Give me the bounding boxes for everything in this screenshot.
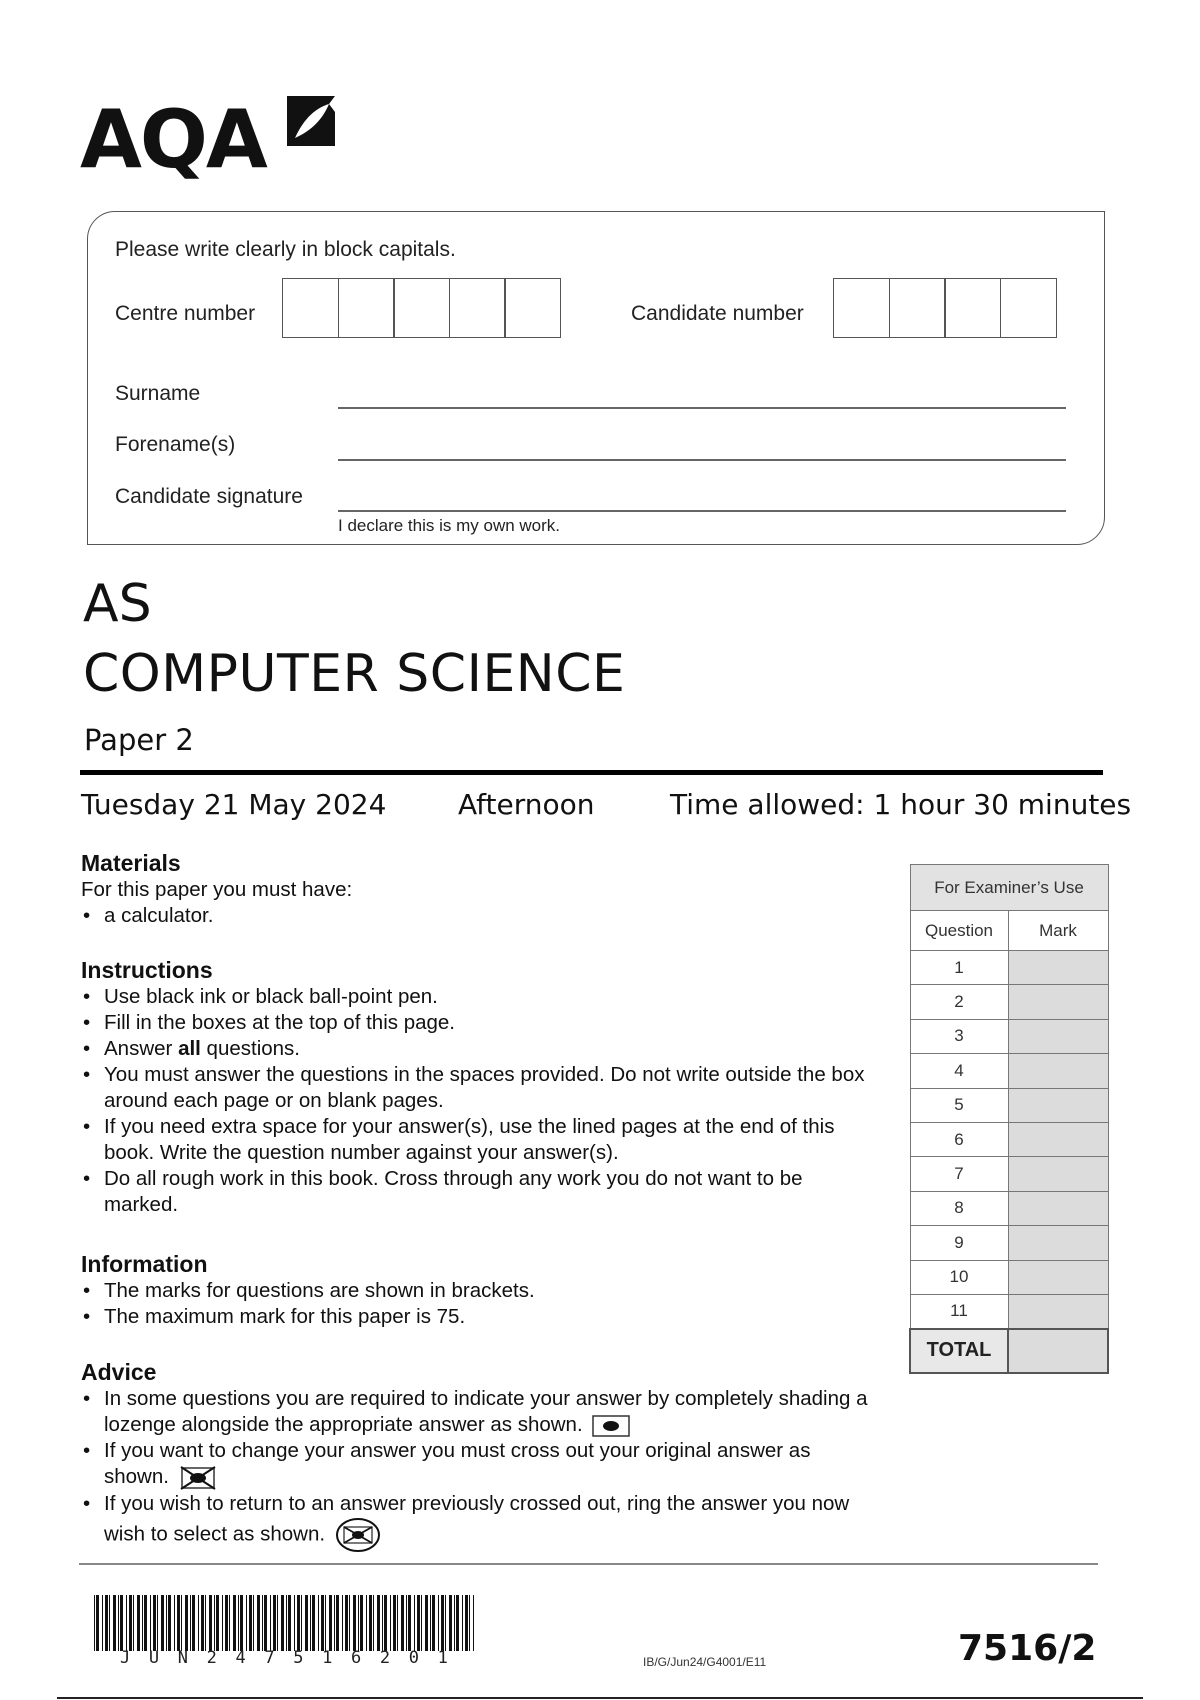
barcode-digit: 6 [351, 1648, 362, 1668]
barcode-bar [181, 1595, 182, 1651]
block-capitals-instruction: Please write clearly in block capitals. [115, 238, 456, 261]
centre-number-digit-box[interactable] [393, 278, 450, 338]
barcode-bar [157, 1595, 158, 1651]
instructions-section [81, 956, 881, 1218]
barcode-bar [342, 1595, 343, 1651]
instructions-heading: Instructions [81, 957, 213, 983]
instruction-item: • Use black ink or black ball-point pen. [81, 984, 881, 1010]
barcode-digit: U [148, 1648, 160, 1668]
instruction-item [81, 1036, 881, 1062]
exam-date: Tuesday 21 May 2024 [81, 788, 387, 821]
question-column-header: Question [910, 911, 1008, 951]
question-number: 1 [910, 951, 1008, 985]
barcode-bar [264, 1595, 267, 1651]
centre-number-label: Centre number [115, 302, 256, 325]
candidate-number-digit-box[interactable] [1000, 278, 1057, 338]
advice-text: If you want to change your answer you must cross out your original answer as shown. [104, 1439, 811, 1488]
barcode-bar [318, 1595, 319, 1651]
footer-divider [79, 1563, 1098, 1565]
barcode-bar [334, 1595, 335, 1651]
barcode-digit: 5 [293, 1648, 304, 1668]
barcode-digits [92, 1648, 476, 1668]
barcode-digit: 2 [379, 1648, 391, 1668]
examiners-use-table [909, 864, 1109, 1374]
barcode-bar [373, 1595, 374, 1651]
barcode-bar [393, 1595, 396, 1651]
barcode-bar [113, 1595, 116, 1651]
barcode-bar [397, 1595, 398, 1651]
barcode-bar [240, 1595, 243, 1651]
barcode-bar [214, 1595, 215, 1651]
surname-field[interactable] [338, 407, 1066, 409]
barcode-bar [456, 1595, 459, 1651]
barcode-bar [449, 1595, 452, 1651]
aqa-logo-mark-icon [283, 92, 339, 150]
barcode-bar [144, 1595, 147, 1651]
barcode-bar [336, 1595, 339, 1651]
barcode-digit: 1 [322, 1648, 333, 1668]
instruction-emphasis: all [178, 1037, 201, 1060]
barcode-bar [425, 1595, 428, 1651]
question-number: 8 [910, 1191, 1008, 1225]
instruction-item: • If you need extra space for your answer(s), use the lined pages at the end of this book. Write the question number against your answer(s). [81, 1114, 881, 1166]
signature-label: Candidate signature [115, 485, 303, 508]
barcode-bar [233, 1595, 236, 1651]
barcode-digit: N [177, 1648, 188, 1668]
barcode-bar [273, 1595, 276, 1651]
mark-cell [1008, 1122, 1108, 1156]
barcode-bar [445, 1595, 446, 1651]
barcode-bar [253, 1595, 254, 1651]
information-heading: Information [81, 1251, 208, 1277]
barcode-bar [286, 1595, 287, 1651]
total-label: TOTAL [910, 1329, 1008, 1373]
materials-section [81, 849, 881, 929]
crossed-lozenge-example-icon [179, 1465, 217, 1491]
forenames-label: Forename(s) [115, 433, 236, 456]
barcode-bar [205, 1595, 206, 1651]
advice-heading: Advice [81, 1359, 157, 1385]
candidate-number-digit-box[interactable] [944, 278, 1001, 338]
instruction-text: questions. [200, 1037, 301, 1060]
barcode-bar [360, 1595, 363, 1651]
barcode-bar [270, 1595, 271, 1651]
mark-cell [1008, 951, 1108, 985]
advice-text: If you wish to return to an answer previously crossed out, ring the answer you now wish to select as shown. [104, 1491, 850, 1545]
question-number: 2 [910, 985, 1008, 1019]
materials-heading: Materials [81, 850, 181, 876]
question-number: 9 [910, 1226, 1008, 1260]
barcode-digit: 1 [437, 1648, 448, 1668]
declaration-text: I declare this is my own work. [338, 516, 561, 535]
barcode-bar [249, 1595, 252, 1651]
barcode-bar [262, 1595, 263, 1651]
barcode-bar [329, 1595, 332, 1651]
centre-number-digit-box[interactable] [338, 278, 395, 338]
barcode-bar [358, 1595, 359, 1651]
barcode-bar [94, 1595, 95, 1651]
instruction-item: • You must answer the questions in the spaces provided. Do not write outside the box around each page or on blank pages. [81, 1062, 881, 1114]
barcode-bar [190, 1595, 191, 1651]
instruction-item: • Do all rough work in this book. Cross through any work you do not want to be marked. [81, 1166, 881, 1218]
mark-column-header: Mark [1008, 911, 1108, 951]
aqa-logo-text: AQA [80, 93, 266, 186]
barcode-bar [216, 1595, 219, 1651]
question-number: 4 [910, 1054, 1008, 1088]
barcode-bar [257, 1595, 260, 1651]
materials-item: • a calculator. [81, 903, 881, 929]
mark-cell [1008, 1019, 1108, 1053]
mark-cell [1008, 1226, 1108, 1260]
barcode-bar [96, 1595, 99, 1651]
barcode-bar [105, 1595, 108, 1651]
shaded-lozenge-example-icon [592, 1415, 630, 1437]
barcode-bar [454, 1595, 455, 1651]
barcode-bar [473, 1595, 474, 1651]
barcode-digit: 2 [206, 1648, 217, 1668]
barcode-bar [297, 1595, 300, 1651]
barcode-bar [390, 1595, 391, 1651]
qualification-level: AS [83, 574, 152, 634]
barcode-bar [345, 1595, 348, 1651]
barcode-bar [222, 1595, 223, 1651]
candidate-details-box [87, 211, 1105, 545]
question-number: 6 [910, 1122, 1008, 1156]
centre-number-digit-box[interactable] [282, 278, 339, 338]
barcode-bar [153, 1595, 156, 1651]
paper-code: 7516/2 [958, 1628, 1097, 1669]
advice-section [81, 1358, 881, 1553]
candidate-number-digit-box[interactable] [889, 278, 946, 338]
barcode-bar [421, 1595, 422, 1651]
barcode-bar [209, 1595, 212, 1651]
barcode-bar [102, 1595, 103, 1651]
barcode-bar [201, 1595, 204, 1651]
barcode-digit: J [120, 1648, 131, 1668]
mark-cell [1008, 1088, 1108, 1122]
forenames-field[interactable] [338, 459, 1066, 461]
barcode-bar [312, 1595, 315, 1651]
barcode-bar [469, 1595, 470, 1651]
barcode-bar [414, 1595, 415, 1651]
barcode-bar [465, 1595, 468, 1651]
barcode-bar [417, 1595, 420, 1651]
information-item: • The marks for questions are shown in brackets. [81, 1278, 881, 1304]
centre-number-boxes[interactable] [282, 278, 560, 338]
barcode-bar [185, 1595, 188, 1651]
barcode-bar [401, 1595, 404, 1651]
question-number: 3 [910, 1019, 1008, 1053]
ringed-lozenge-example-icon [335, 1517, 381, 1553]
surname-label: Surname [115, 382, 201, 405]
barcode-bar [301, 1595, 302, 1651]
barcode-digit: 0 [408, 1648, 419, 1668]
page-bottom-rule [57, 1697, 1143, 1699]
mark-cell [1008, 1294, 1108, 1328]
centre-number-digit-box[interactable] [449, 278, 506, 338]
examiners-use-title: For Examiner’s Use [910, 865, 1108, 911]
document-reference: IB/G/Jun24/G4001/E11 [643, 1655, 767, 1669]
barcode-bar [321, 1595, 324, 1651]
barcode-bar [384, 1595, 387, 1651]
question-number: 5 [910, 1088, 1008, 1122]
question-number: 7 [910, 1157, 1008, 1191]
barcode-bar [150, 1595, 151, 1651]
barcode-bar [288, 1595, 291, 1651]
barcode-bar [225, 1595, 228, 1651]
barcode-bar [382, 1595, 383, 1651]
barcode-bar [377, 1595, 380, 1651]
barcode-bar [168, 1595, 171, 1651]
barcode-bar [430, 1595, 431, 1651]
barcode-bar [349, 1595, 350, 1651]
barcode-bar [133, 1595, 134, 1651]
exam-session: Afternoon [458, 788, 595, 821]
barcode-bar [294, 1595, 295, 1651]
barcode-bar [192, 1595, 195, 1651]
barcode-bar [408, 1595, 411, 1651]
barcode-bar [174, 1595, 175, 1651]
barcode-bar [161, 1595, 164, 1651]
barcode-bar [129, 1595, 132, 1651]
barcode-bar [120, 1595, 123, 1651]
barcode-bar [118, 1595, 119, 1651]
barcode-bar [126, 1595, 127, 1651]
barcode-bar [246, 1595, 247, 1651]
materials-intro: For this paper you must have: [81, 878, 353, 901]
barcode-bar [432, 1595, 435, 1651]
barcode-bar [238, 1595, 239, 1651]
mark-cell [1008, 1157, 1108, 1191]
barcode-bar [281, 1595, 284, 1651]
information-item: • The maximum mark for this paper is 75. [81, 1304, 881, 1330]
candidate-number-digit-box[interactable] [833, 278, 890, 338]
barcode-bar [177, 1595, 180, 1651]
barcode-bar [366, 1595, 367, 1651]
barcode-bar [198, 1595, 199, 1651]
barcode-icon [92, 1595, 476, 1651]
barcode-digit: 4 [235, 1648, 246, 1668]
candidate-number-label: Candidate number [631, 302, 804, 325]
barcode-bar [137, 1595, 140, 1651]
advice-text: In some questions you are required to indicate your answer by completely shading a lozenge alongside the appropriate answer as shown. [104, 1387, 868, 1436]
barcode-bar [109, 1595, 110, 1651]
barcode-bar [462, 1595, 463, 1651]
mark-cell [1008, 1054, 1108, 1088]
barcode-bar [142, 1595, 143, 1651]
barcode-digit: 7 [264, 1648, 275, 1668]
signature-field[interactable] [338, 510, 1066, 512]
instruction-item: • Fill in the boxes at the top of this page. [81, 1010, 881, 1036]
advice-item [81, 1386, 881, 1438]
advice-item [81, 1438, 881, 1491]
barcode-bar [310, 1595, 311, 1651]
mark-cell [1008, 1191, 1108, 1225]
barcode-bar [325, 1595, 326, 1651]
information-section [81, 1250, 881, 1330]
total-mark-cell [1008, 1329, 1108, 1373]
subject-title: COMPUTER SCIENCE [83, 644, 626, 704]
barcode-bar [166, 1595, 167, 1651]
barcode-bar [438, 1595, 439, 1651]
barcode-bar [406, 1595, 407, 1651]
barcode-bar [229, 1595, 230, 1651]
mark-cell [1008, 1260, 1108, 1294]
barcode-bar [305, 1595, 308, 1651]
header-divider [80, 770, 1103, 775]
barcode-bar [441, 1595, 444, 1651]
time-allowed: Time allowed: 1 hour 30 minutes [670, 788, 1132, 821]
paper-number: Paper 2 [84, 723, 194, 757]
aqa-logo [80, 92, 340, 192]
mark-cell [1008, 985, 1108, 1019]
advice-item [81, 1491, 881, 1553]
question-number: 11 [910, 1294, 1008, 1328]
instruction-text: Answer [104, 1037, 179, 1060]
barcode-bar [353, 1595, 356, 1651]
centre-number-digit-box[interactable] [504, 278, 561, 338]
candidate-number-boxes[interactable] [833, 278, 1055, 338]
barcode-bar [277, 1595, 278, 1651]
question-number: 10 [910, 1260, 1008, 1294]
barcode-bar [369, 1595, 372, 1651]
